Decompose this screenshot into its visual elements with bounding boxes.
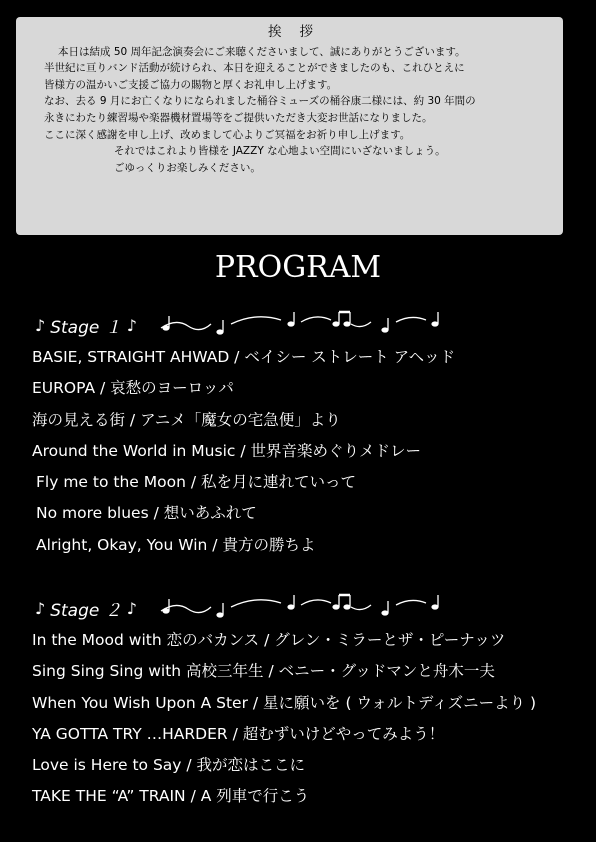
- track-item: BASIE, STRAIGHT AHWAD / ベイシー ストレート アヘッド: [32, 348, 456, 366]
- stage-1-label: Stage １: [50, 317, 122, 338]
- greeting-line: ごゆっくりお楽しみください。: [114, 161, 261, 174]
- stage-2-label: Stage ２: [50, 600, 122, 621]
- greeting-line: 皆様方の温かいご支援ご協力の賜物と厚くお礼申し上げます。: [44, 78, 338, 91]
- music-note-icon: ♪: [126, 598, 137, 618]
- program-title: PROGRAM: [214, 250, 382, 285]
- track-item: Love is Here to Say / 我が恋はここに: [32, 756, 306, 775]
- track-item: In the Mood with 恋のバカンス / グレン・ミラーとザ・ピーナッツ: [32, 631, 506, 649]
- greeting-title: 挨拶: [268, 24, 331, 40]
- track-item: No more blues / 想いあふれて: [36, 504, 257, 523]
- greeting-line: 本日は結成 50 周年記念演奏会にご来聴くださいまして、誠にありがとうございます。: [58, 45, 466, 58]
- greeting-box: [16, 17, 563, 235]
- greeting-line: なお、去る 9 月にお亡くなりになられました桶谷ミューズの桶谷康二様には、約 30 年間の: [44, 95, 476, 108]
- stage-1-header: [30, 310, 446, 340]
- track-item: TAKE THE “A” TRAIN / A 列車で行こう: [32, 787, 310, 806]
- music-notes-decoration-icon: [156, 593, 446, 623]
- greeting-line: ここに深く感謝を申し上げ、改めまして心よりご冥福をお祈り申し上げます。: [44, 128, 411, 141]
- stage-1-track-list: [32, 342, 455, 561]
- music-note-icon: ♪: [35, 598, 46, 618]
- track-item: Alright, Okay, You Win / 貴方の勝ちよ: [36, 535, 316, 554]
- music-note-icon: ♪: [35, 315, 46, 335]
- track-item: 海の見える街 / アニメ「魔女の宅急便」より: [32, 410, 341, 429]
- greeting-line: 半世紀に亘りバンド活動が続けられ、本日を迎えることができましたのも、これひとえに: [44, 62, 465, 75]
- stage-2-track-list: [32, 625, 536, 813]
- track-item: When You Wish Upon A Ster / 星に願いを ( ウォルトディズニーより ): [32, 693, 537, 712]
- track-item: YA GOTTA TRY …HARDER / 超むずいけどやってみよう！: [32, 724, 445, 743]
- track-item: Around the World in Music / 世界音楽めぐりメドレー: [32, 441, 421, 460]
- music-note-icon: ♪: [126, 315, 137, 335]
- track-item: EUROPA / 哀愁のヨーロッパ: [32, 379, 234, 398]
- stage-2-header: [30, 593, 446, 623]
- track-item: Fly me to the Moon / 私を月に連れていって: [36, 473, 356, 492]
- greeting-line: 永きにわたり練習場や楽器機材置場等をご提供いただき大変お世話になりました。: [44, 111, 433, 124]
- greeting-line: それではこれより皆様を JAZZY な心地よい空間にいざないましょう。: [114, 145, 446, 158]
- music-notes-decoration-icon: [156, 310, 446, 340]
- track-item: Sing Sing Sing with 高校三年生 / ベニー・グッドマンと舟木一夫: [32, 662, 495, 681]
